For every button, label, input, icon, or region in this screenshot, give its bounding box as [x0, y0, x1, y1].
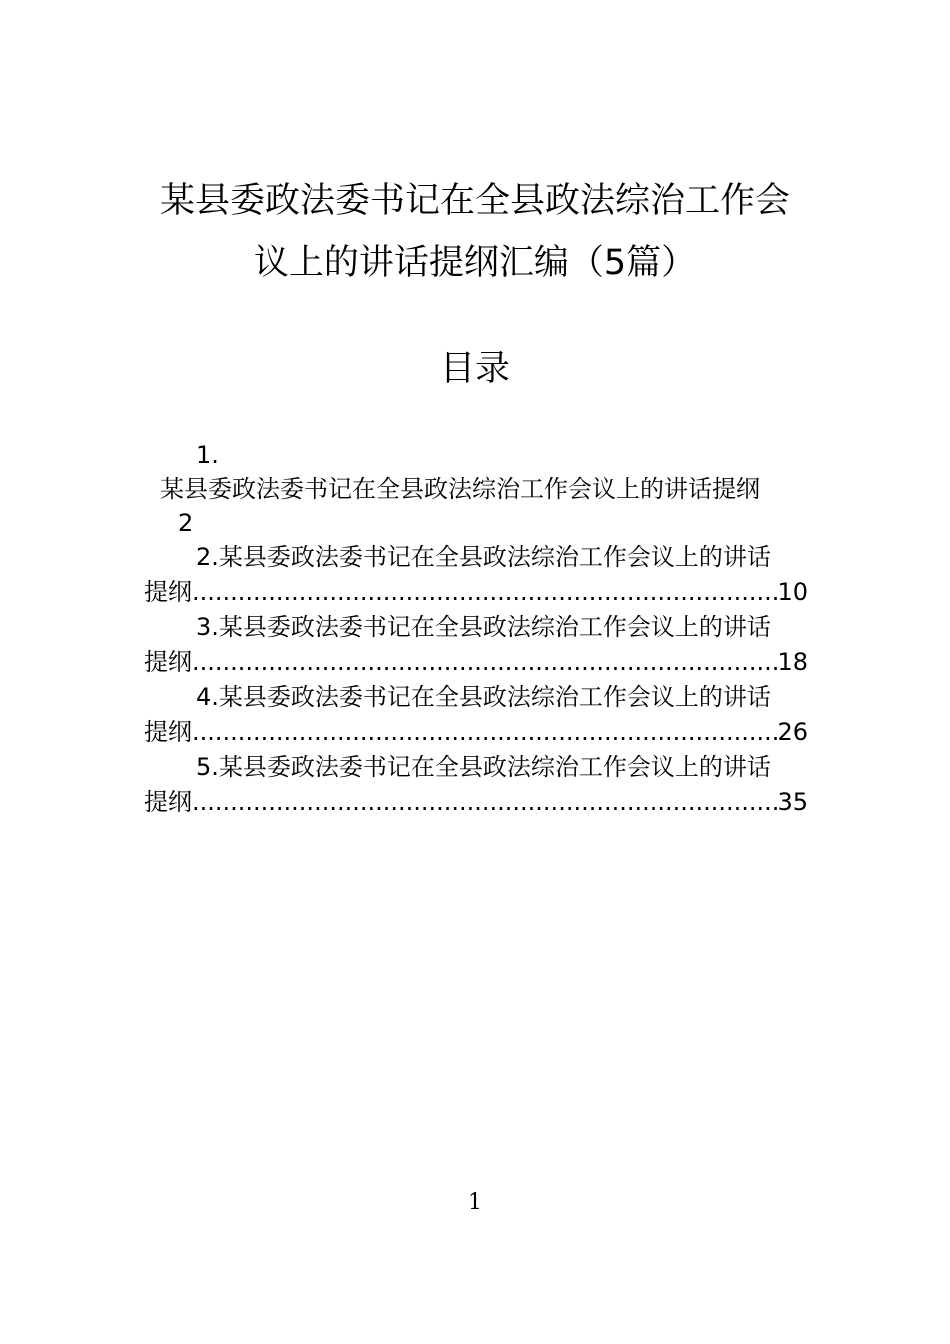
toc-entry-title-continued: 提纲: [144, 648, 192, 676]
toc-entry-3[interactable]: [144, 610, 808, 680]
toc-entry-page: 35: [777, 788, 808, 816]
table-of-contents: [144, 440, 808, 820]
toc-entry-1[interactable]: [144, 440, 808, 540]
document-title: [0, 170, 950, 294]
toc-entry-title-continued: 提纲: [144, 788, 192, 816]
toc-entry-page: 10: [777, 578, 808, 606]
toc-leader-dots: [192, 716, 777, 748]
toc-heading: 目录: [439, 349, 510, 389]
toc-entry-title: 4.某县委政法委书记在全县政法综治工作会议上的讲话: [196, 683, 771, 711]
toc-entry-title: 5.某县委政法委书记在全县政法综治工作会议上的讲话: [196, 753, 771, 781]
toc-entry-title-continued: 提纲: [144, 718, 192, 746]
toc-entry-page: 26: [777, 718, 808, 746]
toc-leader-dots: [192, 576, 777, 608]
toc-entry-5[interactable]: [144, 750, 808, 820]
toc-entry-number: 1.: [196, 441, 219, 469]
toc-entry-title: 3.某县委政法委书记在全县政法综治工作会议上的讲话: [196, 613, 771, 641]
toc-leader-dots: [192, 786, 777, 818]
toc-entry-4[interactable]: [144, 680, 808, 750]
page-number: 1: [468, 1190, 482, 1215]
title-line-1: 某县委政法委书记在全县政法综治工作会: [159, 181, 790, 221]
toc-entry-title: 某县委政法委书记在全县政法综治工作会议上的讲话提纲: [160, 475, 760, 503]
toc-entry-title-continued: 提纲: [144, 578, 192, 606]
toc-entry-page: 2: [178, 509, 194, 537]
toc-entry-page: 18: [777, 648, 808, 676]
toc-entry-title: 2.某县委政法委书记在全县政法综治工作会议上的讲话: [196, 543, 771, 571]
toc-leader-dots: [192, 646, 777, 678]
title-line-2: 议上的讲话提纲汇编（5篇）: [253, 243, 697, 283]
toc-entry-2[interactable]: [144, 540, 808, 610]
